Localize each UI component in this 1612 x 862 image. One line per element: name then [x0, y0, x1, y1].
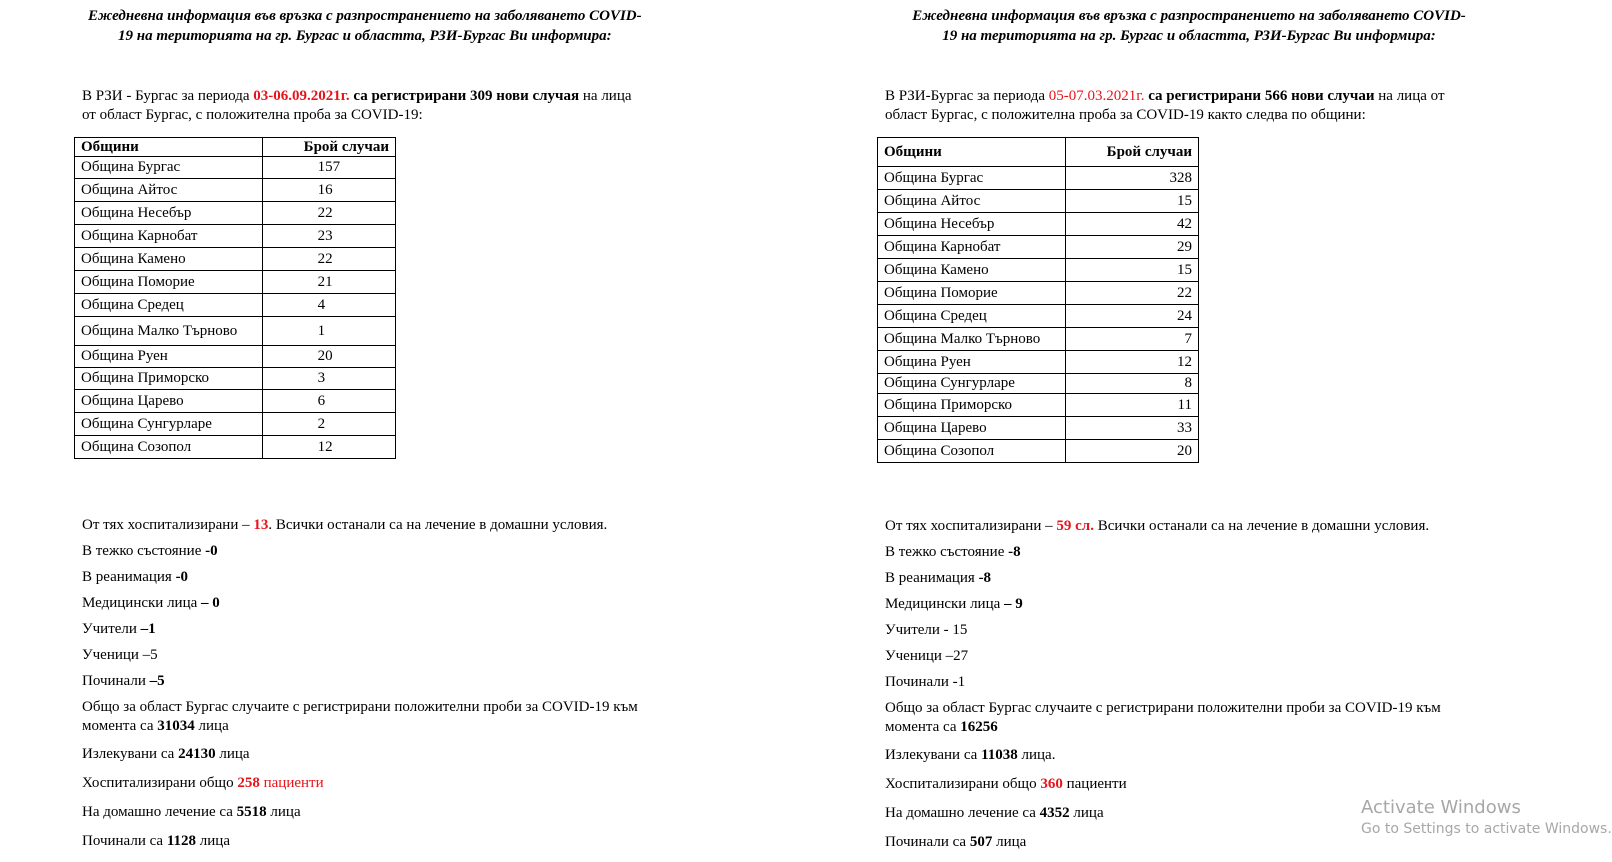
total-cases-text: Общо за област Бургас случаите с регистрирани положителни проби за COVID-19 към — [82, 699, 638, 715]
header-cases: Брой случаи — [262, 138, 395, 157]
hospitalized-value: 13 — [253, 517, 269, 533]
hospitalized-total-line — [82, 774, 324, 793]
cases-count: 22 — [262, 248, 395, 271]
cases-count: 16 — [262, 179, 395, 202]
municipality-name: Община Приморско — [75, 368, 263, 390]
home-treatment-line — [82, 803, 301, 822]
teachers-value: –1 — [140, 621, 156, 637]
deaths-total-unit: лица — [992, 834, 1027, 850]
hosp-total-unit: пациенти — [259, 775, 324, 791]
table-row — [878, 305, 1199, 328]
municipality-name: Община Созопол — [75, 436, 263, 459]
table-row — [878, 259, 1199, 282]
municipality-name: Община Айтос — [878, 190, 1066, 213]
cases-count: 20 — [1065, 440, 1198, 463]
home-value: 4352 — [1039, 805, 1070, 821]
hosp-total-unit: пациенти — [1062, 776, 1127, 792]
table-row — [878, 440, 1199, 463]
deceased-line — [885, 673, 965, 692]
intro-paragraph — [82, 87, 632, 125]
table-row — [878, 213, 1199, 236]
table-row — [75, 317, 396, 346]
total-cases-line — [82, 698, 638, 736]
deceased-line — [82, 672, 165, 691]
cases-count: 21 — [262, 271, 395, 294]
home-value: 5518 — [236, 804, 267, 820]
cases-by-municipality-table — [877, 137, 1199, 463]
table-row — [878, 236, 1199, 259]
municipality-name: Община Айтос — [75, 179, 263, 202]
cases-count: 11 — [1065, 394, 1198, 417]
deaths-total-line — [885, 833, 1026, 852]
deaths-total-label: Починали са — [82, 833, 167, 849]
cases-count: 1 — [262, 317, 395, 346]
total-cases-line — [885, 699, 1441, 737]
home-unit: лица — [266, 804, 301, 820]
deceased-label: Починали -1 — [885, 674, 966, 690]
hospitalized-total-line — [885, 775, 1127, 794]
table-row — [75, 346, 396, 368]
table-row — [878, 374, 1199, 394]
title-line-2: 19 на територията на гр. Бургас и областта, РЗИ-Бургас Ви информира: — [942, 28, 1436, 44]
municipality-name: Община Малко Търново — [75, 317, 263, 346]
recovered-unit: лица. — [1017, 747, 1056, 763]
medical-label: Медицински лица — [885, 596, 1005, 612]
table-header-row — [878, 138, 1199, 167]
cases-by-municipality-table — [74, 137, 396, 459]
total-value: 16256 — [960, 719, 998, 735]
watermark-line-1: Activate Windows — [1361, 797, 1521, 818]
severe-value: -0 — [205, 543, 218, 559]
medical-staff-line — [885, 595, 1023, 614]
municipality-name: Община Средец — [75, 294, 263, 317]
municipality-name: Община Несебър — [878, 213, 1066, 236]
deceased-label: Починали — [82, 673, 150, 689]
intro-line-2: област Бургас, с положителна проба за COVID-19 както следва по общини: — [885, 107, 1366, 123]
table-row — [75, 179, 396, 202]
table-row — [878, 167, 1199, 190]
cases-count: 42 — [1065, 213, 1198, 236]
deaths-total-value: 507 — [969, 834, 993, 850]
table-row — [878, 282, 1199, 305]
document-title — [88, 6, 642, 46]
icu-value: -0 — [175, 569, 189, 585]
table-row — [75, 368, 396, 390]
cases-count: 20 — [262, 346, 395, 368]
total-label: момента са — [885, 719, 961, 735]
municipality-name: Община Бургас — [75, 157, 263, 179]
home-treatment-line — [885, 804, 1104, 823]
cases-count: 4 — [262, 294, 395, 317]
teachers-label: Учители - 15 — [885, 622, 968, 638]
table-row — [75, 225, 396, 248]
students-line — [82, 646, 158, 665]
total-unit: лица — [194, 718, 229, 734]
icu-value: -8 — [978, 570, 992, 586]
cases-count: 2 — [262, 413, 395, 436]
hospitalized-rest: . Всички останали са на лечение в домашни условия. — [268, 517, 608, 533]
deaths-total-unit: лица — [196, 833, 230, 849]
cases-count: 22 — [1065, 282, 1198, 305]
intro-line-2: от област Бургас, с положителна проба за COVID-19: — [82, 107, 423, 123]
students-line — [885, 647, 968, 666]
icu-line — [885, 569, 991, 588]
hosp-total-label: Хоспитализирани общо — [82, 775, 238, 791]
cases-count: 157 — [262, 157, 395, 179]
intro-text-tail: на лица — [579, 88, 632, 104]
medical-staff-line — [82, 594, 220, 613]
cases-count: 3 — [262, 368, 395, 390]
recovered-label: Излекувани са — [885, 747, 982, 763]
home-label: На домашно лечение са — [82, 804, 237, 820]
left-document-panel — [0, 0, 653, 862]
cases-count: 12 — [1065, 351, 1198, 374]
hospitalized-line — [885, 517, 1429, 536]
severe-value: -8 — [1008, 544, 1021, 560]
cases-count: 15 — [1065, 190, 1198, 213]
document-title — [886, 6, 1492, 46]
home-label: На домашно лечение са — [885, 805, 1040, 821]
table-row — [75, 413, 396, 436]
home-unit: лица — [1069, 805, 1104, 821]
title-line-1: Ежедневна информация във връзка с разпространението на заболяването COVID- — [912, 8, 1466, 24]
table-row — [75, 390, 396, 413]
hosp-total-value: 258 — [237, 775, 260, 791]
cases-count: 8 — [1065, 374, 1198, 394]
municipality-name: Община Несебър — [75, 202, 263, 225]
cases-count: 33 — [1065, 417, 1198, 440]
hospitalized-rest: Всички останали са на лечение в домашни условия. — [1093, 518, 1430, 534]
recovered-line — [885, 746, 1055, 765]
municipality-name: Община Поморие — [75, 271, 263, 294]
municipality-name: Община Сунгурларе — [75, 413, 263, 436]
students-label: Ученици –27 — [885, 648, 969, 664]
header-municipality: Общини — [75, 138, 263, 157]
municipality-name: Община Руен — [878, 351, 1066, 374]
municipality-name: Община Средец — [878, 305, 1066, 328]
table-row — [75, 436, 396, 459]
municipality-name: Община Карнобат — [878, 236, 1066, 259]
table-row — [75, 271, 396, 294]
municipality-name: Община Созопол — [878, 440, 1066, 463]
intro-paragraph — [885, 87, 1445, 125]
table-row — [878, 190, 1199, 213]
new-cases-text: са регистрирани 566 нови случаи — [1144, 88, 1375, 104]
severe-line — [885, 543, 1021, 562]
cases-count: 6 — [262, 390, 395, 413]
teachers-line — [82, 620, 156, 639]
severe-label: В тежко състояние — [885, 544, 1009, 560]
deaths-total-line — [82, 832, 230, 851]
table-row — [75, 248, 396, 271]
hosp-total-label: Хоспитализирани общо — [885, 776, 1041, 792]
municipality-name: Община Приморско — [878, 394, 1066, 417]
intro-text: В РЗИ-Бургас за периода — [885, 88, 1049, 104]
watermark-line-2: Go to Settings to activate Windows. — [1361, 821, 1612, 837]
table-row — [75, 202, 396, 225]
medical-value: – 0 — [201, 595, 220, 611]
cases-count: 328 — [1065, 167, 1198, 190]
municipality-name: Община Малко Търново — [878, 328, 1066, 351]
deaths-total-value: 1128 — [166, 833, 197, 849]
recovered-value: 11038 — [981, 747, 1018, 763]
intro-text: В РЗИ - Бургас за периода — [82, 88, 254, 104]
table-row — [75, 157, 396, 179]
recovered-label: Излекувани са — [82, 746, 179, 762]
medical-label: Медицински лица — [82, 595, 202, 611]
new-cases-text: са регистрирани 309 нови случая — [349, 88, 580, 104]
severe-label: В тежко състояние — [82, 543, 206, 559]
cases-count: 23 — [262, 225, 395, 248]
table-row — [878, 328, 1199, 351]
period-dates: 03-06.09.2021г. — [253, 88, 350, 104]
municipality-name: Община Камено — [75, 248, 263, 271]
total-value: 31034 — [157, 718, 195, 734]
cases-count: 12 — [262, 436, 395, 459]
header-cases: Брой случаи — [1065, 138, 1198, 167]
activate-windows-watermark — [1361, 796, 1612, 838]
students-label: Ученици –5 — [82, 647, 158, 663]
municipality-name: Община Поморие — [878, 282, 1066, 305]
recovered-unit: лица — [215, 746, 250, 762]
municipality-name: Община Царево — [878, 417, 1066, 440]
table-row — [878, 351, 1199, 374]
table-row — [878, 417, 1199, 440]
teachers-line — [885, 621, 967, 640]
hospitalized-label: От тях хоспитализирани – — [885, 518, 1057, 534]
title-line-2: 19 на територията на гр. Бургас и областта, РЗИ-Бургас Ви информира: — [118, 28, 612, 44]
municipality-name: Община Бургас — [878, 167, 1066, 190]
intro-text-tail: на лица от — [1374, 88, 1445, 104]
municipality-name: Община Камено — [878, 259, 1066, 282]
municipality-name: Община Сунгурларе — [878, 374, 1066, 394]
period-dates: 05-07.03.2021г. — [1048, 88, 1145, 104]
total-cases-text: Общо за област Бургас случаите с регистрирани положителни проби за COVID-19 към — [885, 700, 1441, 716]
municipality-name: Община Руен — [75, 346, 263, 368]
recovered-line — [82, 745, 250, 764]
hospitalized-label: От тях хоспитализирани – — [82, 517, 254, 533]
total-label: момента са — [82, 718, 158, 734]
title-line-1: Ежедневна информация във връзка с разпространението на заболяването COVID- — [88, 8, 642, 24]
icu-label: В реанимация — [82, 569, 176, 585]
table-row — [878, 394, 1199, 417]
cases-count: 7 — [1065, 328, 1198, 351]
hospitalized-line — [82, 516, 607, 535]
hospitalized-value: 59 сл. — [1056, 518, 1094, 534]
table-row — [75, 294, 396, 317]
table-header-row — [75, 138, 396, 157]
deceased-value: –5 — [149, 673, 165, 689]
cases-count: 15 — [1065, 259, 1198, 282]
right-document-panel — [803, 0, 1503, 862]
recovered-value: 24130 — [178, 746, 216, 762]
hosp-total-value: 360 — [1040, 776, 1063, 792]
municipality-name: Община Карнобат — [75, 225, 263, 248]
icu-line — [82, 568, 188, 587]
cases-count: 29 — [1065, 236, 1198, 259]
severe-line — [82, 542, 218, 561]
deaths-total-label: Починали са — [885, 834, 970, 850]
header-municipality: Общини — [878, 138, 1066, 167]
municipality-name: Община Царево — [75, 390, 263, 413]
icu-label: В реанимация — [885, 570, 979, 586]
teachers-label: Учители — [82, 621, 141, 637]
medical-value: – 9 — [1004, 596, 1023, 612]
cases-count: 24 — [1065, 305, 1198, 328]
cases-count: 22 — [262, 202, 395, 225]
